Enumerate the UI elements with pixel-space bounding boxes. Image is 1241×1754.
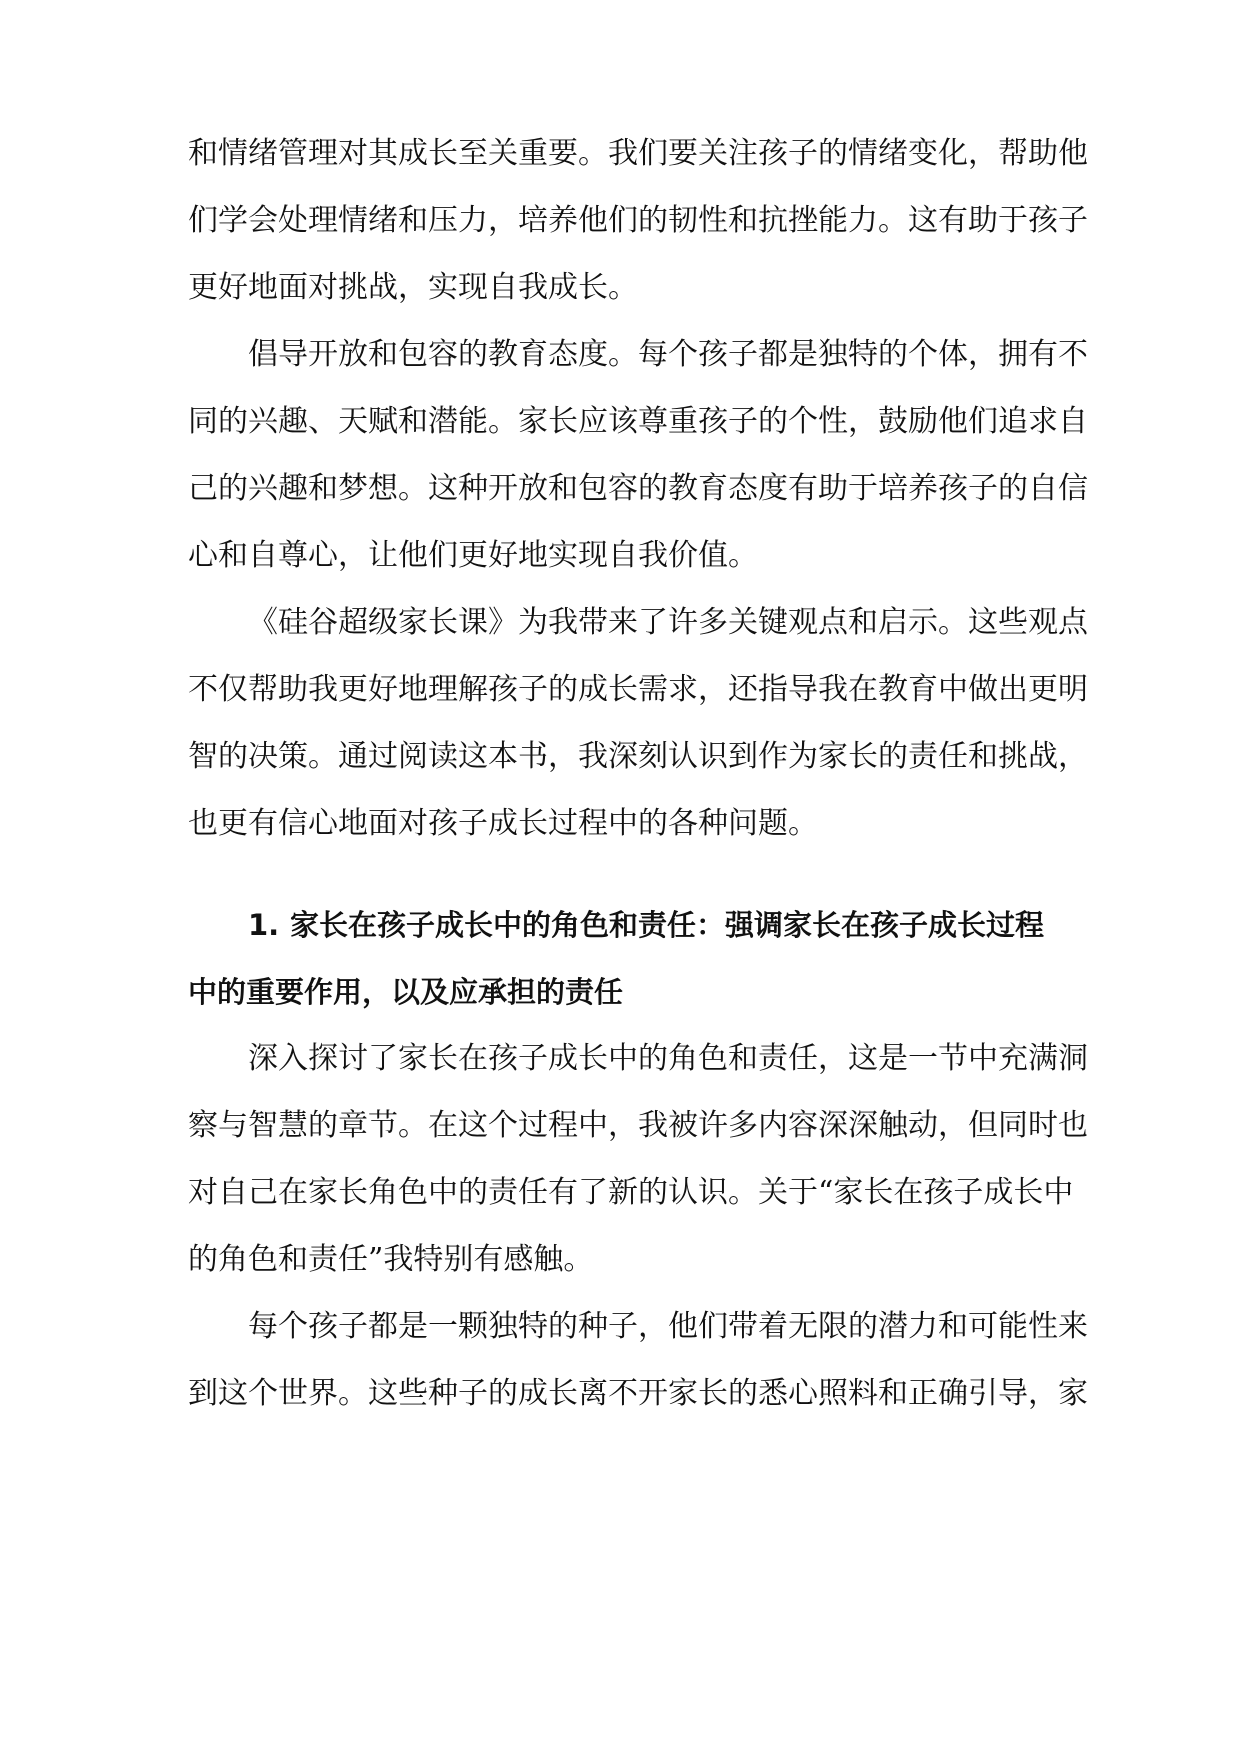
paragraph-5-line-1: 每个孩子都是一颗独特的种子，他们带着无限的潜力和可能性来 (248, 1309, 1088, 1344)
paragraph-3-line-4: 也更有信心地面对孩子成长过程中的各种问题。 (188, 806, 818, 841)
paragraph-5-line-2: 到这个世界。这些种子的成长离不开家长的悉心照料和正确引导，家 (188, 1376, 1088, 1411)
paragraph-3-line-1: 《硅谷超级家长课》为我带来了许多关键观点和启示。这些观点 (248, 605, 1088, 640)
paragraph-1-line-2: 们学会处理情绪和压力，培养他们的韧性和抗挫能力。这有助于孩子 (188, 203, 1088, 238)
paragraph-3-line-2: 不仅帮助我更好地理解孩子的成长需求，还指导我在教育中做出更明 (188, 672, 1088, 707)
paragraph-4-line-3: 对自己在家长角色中的责任有了新的认识。关于“家长在孩子成长中 (188, 1175, 1074, 1210)
paragraph-3-line-3: 智的决策。通过阅读这本书，我深刻认识到作为家长的责任和挑战， (188, 739, 1088, 774)
paragraph-1-line-1: 和情绪管理对其成长至关重要。我们要关注孩子的情绪变化，帮助他 (188, 136, 1088, 171)
paragraph-2-line-4: 心和自尊心，让他们更好地实现自我价值。 (188, 538, 758, 573)
paragraph-4-line-4: 的角色和责任”我特别有感触。 (188, 1242, 594, 1277)
section-heading-line-2: 中的重要作用，以及应承担的责任 (188, 975, 624, 1009)
paragraph-4-line-2: 察与智慧的章节。在这个过程中，我被许多内容深深触动，但同时也 (188, 1108, 1088, 1143)
section-heading-line-1 (248, 903, 1054, 947)
paragraph-4-line-1: 深入探讨了家长在孩子成长中的角色和责任，这是一节中充满洞 (248, 1041, 1088, 1076)
paragraph-2-line-2: 同的兴趣、天赋和潜能。家长应该尊重孩子的个性，鼓励他们追求自 (188, 404, 1088, 439)
paragraph-2-line-1: 倡导开放和包容的教育态度。每个孩子都是独特的个体，拥有不 (248, 337, 1088, 372)
paragraph-1-line-3: 更好地面对挑战，实现自我成长。 (188, 270, 638, 305)
section-heading-text-1: 家长在孩子成长中的角色和责任：强调家长在孩子成长过程 (290, 908, 1045, 942)
section-heading-number: 1. (248, 908, 280, 942)
paragraph-2-line-3: 己的兴趣和梦想。这种开放和包容的教育态度有助于培养孩子的自信 (188, 471, 1088, 506)
